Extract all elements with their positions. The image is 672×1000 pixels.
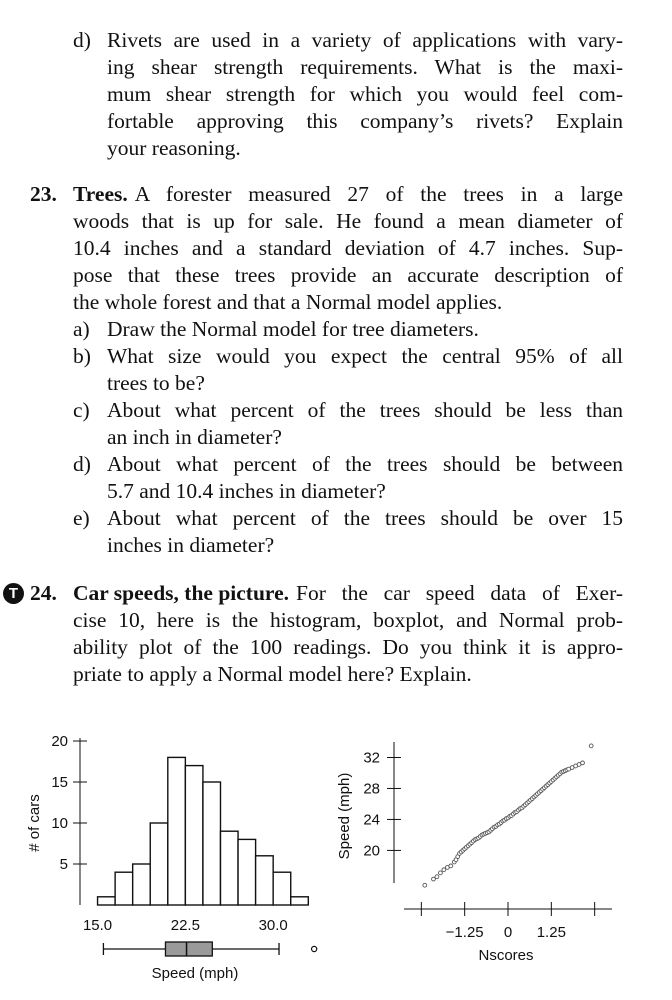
ex23-part-d-line-2: 5.7 and 10.4 inches in diameter? xyxy=(107,479,386,503)
ex23-intro-first: A forester measured 27 of the trees in a large xyxy=(134,182,623,206)
histogram-bar xyxy=(115,872,133,905)
npp-point xyxy=(423,883,427,887)
ex23-part-e-line-2: inches in diameter? xyxy=(107,533,275,557)
npp-y-tick-label: 32 xyxy=(363,749,380,767)
ex23-title: Trees. xyxy=(73,182,128,206)
npp-y-label: Speed (mph) xyxy=(336,772,353,860)
histogram-y-tick-label: 20 xyxy=(51,733,68,750)
ex23-intro-line-3: 10.4 inches and a standard deviation of 4.7 inches. Sup- xyxy=(73,236,623,260)
ex22-part-d-line-4: fortable approving this company’s rivets? Explain xyxy=(107,109,623,133)
histogram-bar xyxy=(220,831,238,905)
histogram-bar xyxy=(133,864,151,905)
npp-point xyxy=(589,744,593,748)
npp-y-tick-label: 28 xyxy=(363,780,380,798)
ex24-first-line xyxy=(73,580,623,607)
ex22-part-d-line-5: your reasoning. xyxy=(107,136,241,160)
histogram-bar xyxy=(185,766,203,905)
npp-point xyxy=(435,875,439,879)
npp-x-tick-label: −1.25 xyxy=(445,924,484,941)
npp-point xyxy=(439,871,443,875)
ex22-part-d-line-1: Rivets are used in a variety of applications with vary- xyxy=(107,28,623,52)
normal-probability-plot xyxy=(330,700,660,1000)
npp-y-tick-label: 24 xyxy=(363,811,380,829)
boxplot-outlier xyxy=(312,946,317,951)
ex23-intro-line-2: woods that is up for sale. He found a mean diameter of xyxy=(73,209,623,233)
ex23-first-line xyxy=(73,181,623,208)
ex22-part-d-label: d) xyxy=(73,28,91,52)
ex24-intro-line-2: cise 10, here is the histogram, boxplot, and Normal prob- xyxy=(73,608,623,632)
ex24-title: Car speeds, the picture. xyxy=(73,581,289,605)
histogram-y-label: # of cars xyxy=(26,794,43,852)
histogram-x-tick-label: 22.5 xyxy=(170,917,200,934)
histogram-bar xyxy=(98,897,116,905)
histogram-bar xyxy=(238,839,256,905)
boxplot-box xyxy=(165,942,212,956)
ex23-part-e-label: e) xyxy=(73,506,90,530)
histogram-y-tick-label: 5 xyxy=(59,856,68,873)
histogram-bar xyxy=(150,823,168,905)
histogram-y-tick-label: 10 xyxy=(51,815,68,832)
ex23-part-c-label: c) xyxy=(73,398,90,422)
histogram-bar xyxy=(273,872,291,905)
histogram-y-tick-label: 15 xyxy=(51,774,68,791)
ex23-intro-line-4: pose that these trees provide an accurate description of xyxy=(73,263,623,287)
ex22-part-d-line-2: ing shear strength requirements. What is the maxi- xyxy=(107,55,623,79)
ex24-number: 24. xyxy=(30,581,57,605)
histogram-bar xyxy=(256,856,274,905)
npp-x-label: Nscores xyxy=(478,947,534,964)
ex23-part-b-line-2: trees to be? xyxy=(107,371,205,395)
histogram-bar xyxy=(168,757,186,905)
npp-point xyxy=(581,761,585,765)
ex24-intro-line-3: ability plot of the 100 readings. Do you think it is appro- xyxy=(73,635,623,659)
histogram-bar xyxy=(291,897,309,905)
histogram-x-label: Speed (mph) xyxy=(151,965,239,982)
ex23-part-e-line-1: About what percent of the trees should be over 15 xyxy=(107,506,623,530)
ex23-part-d-line-1: About what percent of the trees should be between xyxy=(107,452,623,476)
technology-badge-icon: T xyxy=(3,583,24,604)
ex23-part-b-label: b) xyxy=(73,344,91,368)
npp-point xyxy=(432,877,436,881)
npp-point xyxy=(449,864,453,868)
npp-y-tick-label: 20 xyxy=(363,842,380,860)
ex23-part-c-line-2: an inch in diameter? xyxy=(107,425,282,449)
histogram-bar xyxy=(203,782,221,905)
ex23-part-b-line-1: What size would you expect the central 95% of all xyxy=(107,344,623,368)
ex23-part-a-label: a) xyxy=(73,317,90,341)
ex23-intro-line-5: the whole forest and that a Normal model applies. xyxy=(73,290,503,314)
npp-point xyxy=(442,868,446,872)
ex23-part-c-line-1: About what percent of the trees should be less than xyxy=(107,398,623,422)
ex24-intro-line-4: priate to apply a Normal model here? Explain. xyxy=(73,662,472,686)
histogram-x-tick-label: 30.0 xyxy=(258,917,288,934)
ex23-part-d-label: d) xyxy=(73,452,91,476)
histogram-x-tick-label: 15.0 xyxy=(82,917,113,934)
ex23-part-a-line-1: Draw the Normal model for tree diameters. xyxy=(107,317,479,341)
npp-x-tick-label: 1.25 xyxy=(536,924,566,941)
npp-x-tick-label: 0 xyxy=(503,924,513,941)
ex23-number: 23. xyxy=(30,182,57,206)
ex24-intro-first: For the car speed data of Exer- xyxy=(296,581,623,605)
ex22-part-d-line-3: mum shear strength for which you would feel com- xyxy=(107,82,623,106)
histogram-chart xyxy=(0,700,330,1000)
